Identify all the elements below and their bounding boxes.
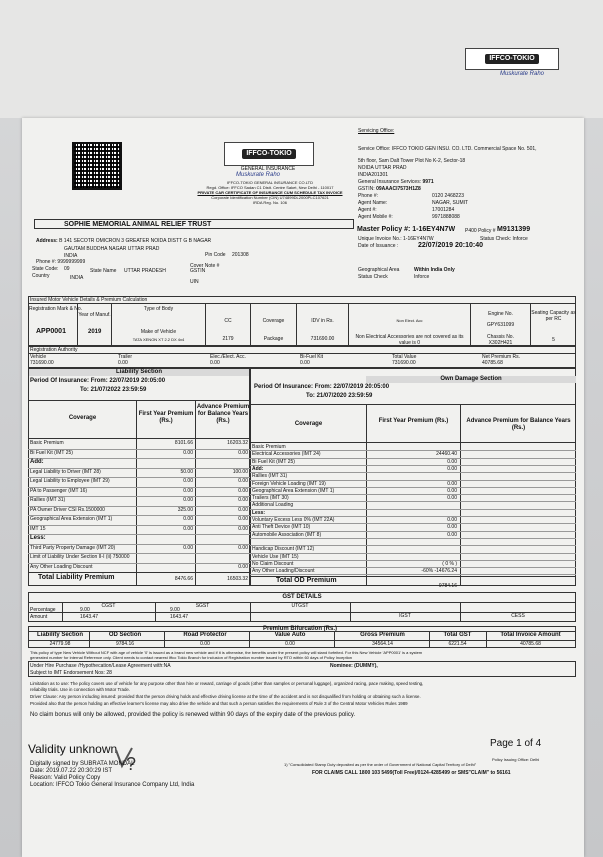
note-2: generated number for internal Reference only. Client needs to contact nearest Iffco Tokio Branch for inclusion of Registration number issued by RTO within 60 days of Policy Inception: [30, 655, 353, 660]
make-label: Make of Vehicle: [140, 329, 177, 335]
vehicle-value: 731690.00: [30, 360, 54, 366]
bifurcation-value: 6221.54: [448, 641, 467, 647]
od-period-label: Period Of Insurance:: [254, 384, 314, 390]
issuance-date-value: 22/07/2019 20:10:40: [418, 242, 483, 249]
net-premium-label: Net Premium Rs.: [482, 354, 521, 360]
cin-number: Corporate Identification Number (CIN) U74899DL2000PLC107621: [211, 195, 329, 200]
od-row-label: Add:: [252, 465, 264, 472]
liability-row-label: IMT 15: [30, 525, 46, 532]
idv-header: IDV in Rs.: [311, 318, 334, 324]
od-row-label: Foreign Vehicle Loading (IMT 19): [252, 480, 326, 487]
status-check: Status Check: Inforce: [480, 236, 528, 242]
bifurcation-label: OD Section: [108, 632, 142, 638]
liability-row-label: Rallies (IMT 31): [30, 497, 66, 503]
od-row-label: Rallies (IMT 31): [252, 473, 288, 480]
service-phone-value: 0120 2468223: [432, 193, 464, 199]
p400-label: P400 Policy #: [465, 228, 496, 234]
total-value: 731690.00: [392, 360, 416, 366]
service-office: Service Office: IFFCO TOKIO GEN INSU. CO. LTD. Commercial Space No. 501,: [358, 146, 537, 152]
liability-row-first: 0.00: [183, 544, 193, 551]
service-pin: INDIA201301: [358, 172, 389, 178]
bifurcation-value: 0.00: [285, 641, 295, 647]
od-row-first: -60% -14676.24: [421, 568, 457, 575]
address-line-1: B 141 SECOTR OMICRON 3 GREATER NOIDA DISTT G B NAGAR: [59, 238, 212, 244]
agent-mobile-value: 9971888088: [432, 214, 460, 220]
bifurcation-value: 24779.98: [49, 641, 71, 647]
liab-col-first: First Year Premium (Rs.): [138, 411, 194, 424]
liability-row-label: Bi Fuel Kit (IMT 25): [30, 449, 73, 456]
nominee: Nominee: (DUMMY),: [330, 663, 378, 669]
seating-header: Seating Capacity as per RC: [531, 310, 576, 322]
gst-amt-label: Amount: [30, 614, 48, 620]
manufacture-year: 2019: [88, 329, 102, 335]
cc-value: 2179: [222, 336, 234, 342]
insured-name: SOPHIE MEMORIAL ANIMAL RELIEF TRUST: [64, 221, 212, 228]
company-name: IFFCO-TOKIO GENERAL INSURANCE CO.LTD: [227, 180, 313, 185]
cgst-pct: 9.00: [80, 607, 90, 613]
note-1: This policy of type New Vehicle Without NCF with age of vehicle '0' is issued as a brand new vehicle and if it is otherwise, the benefits under the present policy will stand forfeited. For this New Vehicle 'APP0001' is a system: [30, 650, 423, 655]
gst-pct-label: Percentage: [30, 607, 56, 613]
vehicle-section-title: Insured Motor Vehicle Details & Premium Calculation: [30, 297, 148, 303]
bifurcation-label: Total Invoice Amount: [500, 632, 561, 638]
liability-row-label: PA Owner Driver CSI Rs.1500000: [30, 506, 105, 513]
signed-location: Location: IFFCO Tokio General Insurance Company Ltd, India: [30, 782, 195, 788]
header-brand-logo: IFFCO-TOKIO: [224, 142, 314, 166]
liability-row-label: Less:: [30, 535, 46, 541]
sgst-header: SGST: [195, 603, 210, 609]
od-row-label: Handicap Discount (IMT 12): [252, 546, 315, 553]
bifurcation-value: 9784.16: [115, 641, 135, 647]
net-premium-value: 40785.68: [482, 360, 503, 366]
od-title: Own Damage Section: [366, 376, 576, 383]
service-gstin-label: GSTIN:: [358, 186, 375, 192]
liability-row-first: 8101.66: [174, 440, 193, 446]
signed-reason: Reason: Valid Policy Copy: [30, 775, 101, 781]
address-label: Address:: [36, 238, 58, 244]
validity-check-icon: [112, 744, 146, 774]
registration-number: APP0001: [36, 328, 66, 335]
liab-col-adv: Advance Premium for Balance Years (Rs.): [196, 404, 250, 424]
state-name-value: UTTAR PRADESH: [124, 268, 166, 274]
od-row-label: Trailers (IMT 30): [252, 495, 289, 502]
irda-number: IRDA Reg. No. 106: [252, 200, 288, 205]
od-row-label: Basic Premium: [252, 444, 286, 450]
od-col-adv: Advance Premium for Balance Years (Rs.): [466, 418, 571, 431]
od-row-first: 0.00: [447, 465, 457, 472]
driver-clause-1: Driver Clause: Any person including insured: provided that the person driving holds and effective driving license at the time of the accident and is not disqualified from holding or obtaining such a license.: [30, 694, 421, 699]
claims-contact: FOR CLAIMS CALL 1800 103 5499(Toll Free)/0124-4285499 or SMS"CLAIM" to 56161: [312, 770, 511, 776]
bifurcation-label: Value Auto: [274, 632, 306, 638]
liability-title: Liability Section: [29, 369, 249, 376]
od-row-label: Anti Theft Device (IMT 10): [252, 524, 311, 531]
liability-row-label: PA to Passenger (IMT 16): [30, 487, 88, 494]
od-row-label: Bi Fuel Kit (IMT 25): [252, 458, 295, 465]
elec-acc-value: 0.00: [210, 360, 220, 366]
state-name-label: State Name: [90, 268, 117, 274]
driver-clause-2: Provided also that the person holding an effective learner's license may also drive the vehicle and that such a person satisfies the requirements of Rule 3 of the Central Motor Vehicles Rules 1989: [30, 701, 408, 706]
cover-note-label: Cover Note #: [190, 263, 220, 269]
svg-text:?: ?: [126, 754, 137, 774]
invoice-number: Unique Invoice No.: 1-16EY4N7W: [358, 236, 434, 242]
liability-row-first: 50.00: [180, 468, 193, 475]
cess-header: CESS: [511, 613, 525, 619]
liability-row-adv: 0.00: [238, 487, 248, 494]
liability-row-label: Any Other Loading Discount: [30, 563, 93, 570]
od-to: 21/07/2020 23:59:59: [316, 393, 373, 399]
liability-row-label: Geographical Area Extension (IMT 1): [30, 516, 113, 522]
service-address-2: NOIDA UTTAR PRAD: [358, 165, 407, 171]
top-brand-tagline: Muskurate Raho: [500, 71, 545, 77]
state-code-label: State Code:: [32, 266, 59, 272]
bifuel-value: 0.00: [300, 360, 310, 366]
agent-mobile-label: Agent Mobile #:: [358, 214, 393, 220]
od-total-label: Total OD Premium: [276, 577, 337, 584]
vehicle-label: Vehicle: [30, 354, 47, 360]
liability-row-first: 0.00: [183, 497, 193, 503]
liability-row-label: Basic Premium: [30, 440, 64, 446]
agent-number-value: 17001284: [432, 207, 455, 213]
service-phone-label: Phone #:: [358, 193, 379, 199]
engine-header: Engine No.: [488, 311, 513, 317]
service-gstin-value: 09AAACI7573H1Z8: [376, 186, 421, 192]
liability-row-label: Legal Liability to Employee (IMT 29): [30, 478, 110, 484]
header-logo-sub: GENERAL INSURANCE: [240, 166, 296, 172]
utgst-header: UTGST: [291, 603, 309, 609]
od-row-label: Any Other Loading/Discount: [252, 568, 315, 575]
od-col-first: First Year Premium (Rs.): [378, 418, 449, 424]
imt-endorsement: Subject to IMT Endorsement Nos: 28: [30, 670, 112, 676]
service-address-1: 5th floor, Sam Dalt Tower Plot No K-2, Sector-18: [358, 158, 466, 164]
signed-date: Date: 2019.07.22 20:30:29 IST: [30, 768, 113, 774]
liability-to-label: To:: [80, 387, 89, 393]
gst-title: GST DETAILS: [282, 594, 322, 600]
insured-gstin-label: GSTIN: [190, 268, 206, 274]
liability-row-adv: 0.00: [238, 449, 248, 456]
country-value: INDIA: [70, 275, 84, 281]
bifuel-label: Bi-Fuel Kit: [300, 354, 324, 360]
address-country: INDIA: [64, 253, 78, 259]
coverage-header: Coverage: [262, 318, 285, 324]
stamp-duty-note: 1) "Consolidated Stamp Duty deposited as per the order of Government of National Capital Territory of Delhi": [284, 762, 477, 767]
od-row-label: Electrical Accessories (IMT 24): [252, 451, 321, 458]
top-brand-logo: IFFCO-TOKIO: [465, 48, 559, 70]
liability-row-first: 0.00: [183, 525, 193, 532]
signed-by: Digitally signed by SUBRATA MONDAL: [30, 761, 135, 767]
liability-row-adv: 100.00: [232, 468, 248, 475]
igst-header: IGST: [399, 613, 411, 619]
cc-header: CC: [224, 318, 232, 324]
p400-value: M9131399: [497, 226, 531, 233]
total-value-label: Total Value: [392, 354, 417, 360]
od-row-label: Less:: [252, 509, 266, 516]
liability-period-label: Period Of Insurance:: [30, 378, 90, 384]
sgst-amt: 1643.47: [170, 614, 189, 620]
liability-row-first: 0.00: [183, 516, 193, 522]
document-title: PRIVATE CAR CERTIFICATE OF INSURANCE CUM SCHEDULE TAX INVOICE: [197, 190, 343, 195]
master-policy-value: 1-16EY4N7W: [412, 226, 456, 233]
nonelec-header: Non Elect. Acc: [396, 318, 423, 323]
uin-label: UIN: [190, 279, 199, 285]
reg-authority-label: Registration Authority: [30, 347, 78, 353]
liability-row-first: 325.00: [177, 506, 193, 513]
cgst-amt: 1643.47: [80, 614, 99, 620]
od-from: 22/07/2019 20:05:00: [333, 384, 390, 390]
liability-row-label: Limit of Liability Under Section II-I (ii) 750000: [30, 554, 130, 560]
od-row-first: 24460.40: [436, 451, 457, 458]
coverage-value: Package: [263, 336, 284, 342]
od-row-label: Voluntary Excess Less 0% (IMT 22A): [252, 517, 335, 523]
liability-total-label: Total Liability Premium: [38, 574, 115, 581]
agent-number-label: Agent #:: [358, 207, 377, 213]
servicing-heading: Servicing Office:: [358, 128, 395, 134]
bifurcation-label: Road Protector: [183, 632, 227, 638]
seating-value: 5: [552, 337, 555, 343]
country-label: Country: [32, 273, 50, 279]
bifurcation-value: 34564.14: [372, 641, 393, 647]
od-from-label: From:: [314, 384, 332, 390]
issuing-office: Policy Issuing Office: Delhi: [492, 757, 540, 762]
od-row-label: No Claim Discount: [252, 560, 294, 567]
nonelec-note: Non Electrical Accessories are not covered as its value is 0: [355, 334, 464, 346]
od-row-first: ( 0 % ): [442, 560, 457, 567]
bifurcation-label: Gross Premium: [360, 632, 405, 638]
liability-total-first: 8476.66: [174, 576, 193, 582]
liability-from: 22/07/2019 20:05:00: [109, 378, 166, 384]
body-header: Type of Body: [143, 306, 174, 312]
liability-row-label: Add:: [30, 459, 44, 465]
engine-value: GPY631099: [486, 322, 515, 328]
page-number: Page 1 of 4: [490, 738, 542, 749]
liability-row-adv: 0.00: [238, 478, 248, 484]
geo-area-value: Within India Only: [414, 267, 455, 273]
liability-row-adv: 0.00: [238, 563, 248, 570]
bifurcation-title: Premium Bifurcation (Rs.): [262, 626, 337, 632]
od-row-first: 0.00: [447, 480, 457, 487]
idv-value: 731690.00: [310, 336, 335, 342]
make-value: TATA XENON XT 2.2 DX 4x4: [132, 337, 185, 342]
liability-row-label: Third Party Property Damage (IMT 20): [30, 544, 116, 551]
cgst-header: CGST: [101, 603, 116, 609]
geo-area-label: Geographical Area: [358, 267, 400, 273]
liability-from-label: From:: [90, 378, 108, 384]
gis-label: General Insurance Services:: [358, 179, 422, 185]
liability-row-first: 0.00: [183, 487, 193, 494]
agent-name-label: Agent Name:: [358, 200, 388, 206]
state-code-value: 09: [64, 266, 70, 272]
qr-code: [72, 142, 122, 190]
address-line-2: GAUTAM BUDDHA NAGAR UTTAR PRAD: [64, 246, 160, 252]
issuance-date-label: Date of Issuance :: [358, 243, 399, 249]
od-row-first: 0.00: [447, 517, 457, 523]
liability-row-adv: 0.00: [238, 544, 248, 551]
bifurcation-value: 0.00: [200, 641, 210, 647]
od-col-coverage: Coverage: [294, 421, 323, 427]
no-claim-bonus: No claim bonus will only be allowed, provided the policy is renewed within 90 days of the expiry date of the previous policy.: [30, 712, 356, 718]
liability-row-first: 0.00: [183, 478, 193, 484]
hypothecation: Under Hire Purchase /Hypothecation/Lease Agreement with:NA: [30, 663, 171, 669]
liability-row-adv: 0.00: [238, 525, 248, 532]
od-to-label: To:: [306, 393, 315, 399]
od-total-first: 9784.16: [438, 583, 457, 589]
status-value-2: Inforce: [414, 274, 430, 280]
od-row-first: 0.00: [447, 524, 457, 531]
insured-phone-label: Phone #:: [36, 259, 57, 265]
trailer-value: 0.00: [118, 360, 128, 366]
liability-row-label: Legal Liability to Driver (IMT 28): [30, 468, 101, 475]
bifurcation-label: Total GST: [443, 632, 472, 638]
liability-row-adv: 16203.32: [227, 440, 248, 446]
liab-col-coverage: Coverage: [68, 415, 97, 421]
bifurcation-label: Liability Section: [36, 632, 83, 638]
bifurcation-value: 40785.68: [520, 641, 541, 647]
year-header: Year of Manuf.: [78, 312, 111, 318]
limitation-2: reliability trials. Use in connection with Motor Trade.: [30, 687, 131, 692]
elec-acc-label: Elec./Elect. Acc.: [210, 354, 246, 360]
limitation-1: Limitation as to use: The policy covers use of vehicle for any purpose other than hire or reward, carriage of goods (other than samples or personal luggage), organized racing, pace making, speed testing,: [30, 681, 424, 686]
chassis-label: Chassis No.: [487, 334, 514, 340]
header-tagline: Muskurate Raho: [236, 172, 281, 178]
od-row-first: 0.00: [447, 487, 457, 494]
pincode-label: Pin Code: [205, 252, 226, 258]
liability-row-first: 0.00: [183, 449, 193, 456]
sgst-pct: 9.00: [170, 607, 180, 613]
od-row-first: 0.00: [447, 531, 457, 538]
agent-name-value: NAGAR, SUMIT: [432, 200, 469, 206]
reg-header: Registration Mark & No.: [29, 306, 83, 312]
liability-row-adv: 0.00: [238, 497, 248, 503]
chassis-value: X302H421: [488, 340, 513, 346]
master-policy-label: Master Policy #:: [357, 226, 411, 233]
insured-phone-value: 9999999999: [57, 259, 86, 265]
liability-row-adv: 0.00: [238, 516, 248, 522]
od-row-label: Vehicle Use (IMT 15): [252, 553, 299, 560]
registered-office: Regd. Office: IFFCO Sadan C1 Distt. Centre Saket, New Delhi - 110017: [206, 185, 334, 190]
gis-value: 9971: [422, 179, 434, 185]
liability-total-adv: 16503.32: [227, 576, 248, 582]
od-row-label: Automobile Association (IMT 8): [252, 531, 322, 538]
od-row-first: 0.00: [447, 495, 457, 502]
od-row-first: 0.00: [447, 458, 457, 465]
liability-to: 21/07/2022 23:59:59: [90, 387, 147, 393]
od-row-label: Additional Loading: [252, 502, 294, 509]
trailer-label: Trailer: [118, 354, 132, 360]
signature-validity: Validity unknown: [28, 742, 118, 756]
status-label-2: Status Check: [358, 274, 388, 280]
pincode-value: 201308: [232, 252, 249, 258]
liability-row-adv: 0.00: [238, 506, 248, 513]
od-row-label: Geographical Area Extension (IMT 1): [252, 487, 335, 494]
